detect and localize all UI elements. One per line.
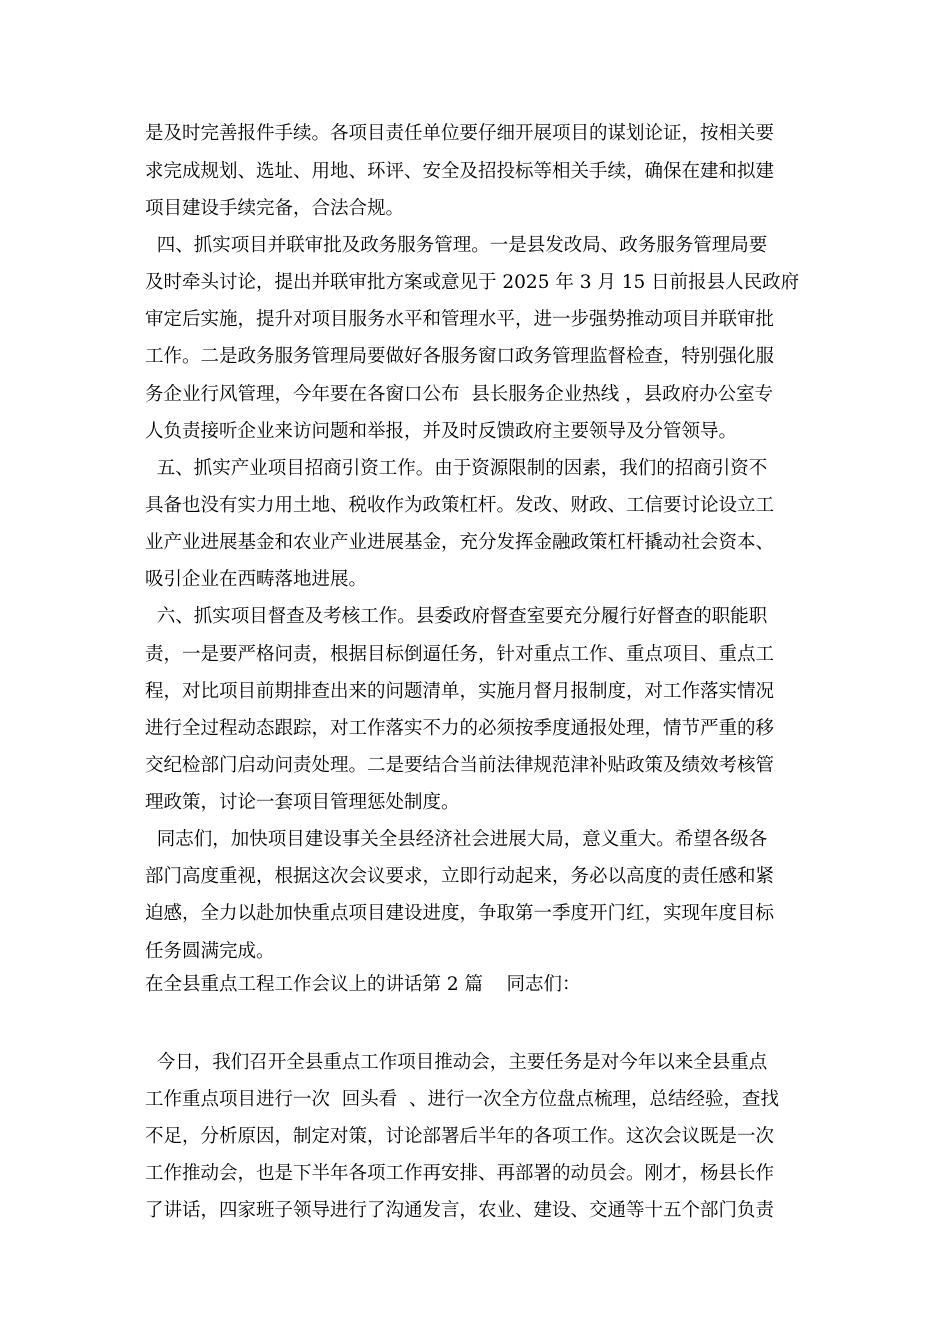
- text-line: 任务圆满完成。: [145, 941, 275, 962]
- text-line: 部门高度重视，根据这次会议要求，立即行动起来，务必以高度的责任感和紧: [145, 866, 775, 887]
- text-line: 人负责接听企业来访问题和举报，并及时反馈政府主要领导及分管领导。: [145, 421, 738, 442]
- text-line: 务企业行风管理，今年要在各窗口公布 县长服务企业热线 ，县政府办公室专: [145, 384, 774, 405]
- text-line: 项目建设手续完备，合法合规。: [145, 198, 405, 219]
- text-line: 今日，我们召开全县重点工作项目推动会，主要任务是对今年以来全县重点: [145, 1052, 768, 1073]
- section-heading: 在全县重点工程工作会议上的讲话第 2 篇 同志们：: [145, 974, 581, 995]
- text-line: 吸引企业在西畴落地进展。: [145, 569, 368, 590]
- text-line: 工作推动会，也是下半年各项工作再安排、再部署的动员会。刚才，杨县长作: [145, 1163, 775, 1184]
- text-line: 工作重点项目进行一次 回头看 、进行一次全方位盘点梳理，总结经验，查找: [145, 1089, 780, 1110]
- text-line: 六、抓实项目督查及考核工作。县委政府督查室要充分履行好督查的职能职: [145, 606, 768, 627]
- text-line: 业产业进展基金和农业产业进展基金，充分发挥金融政策杠杆撬动社会资本、: [145, 532, 775, 553]
- text-line: 五、抓实产业项目招商引资工作。由于资源限制的因素，我们的招商引资不: [145, 458, 768, 479]
- text-line: 责，一是要严格问责，根据目标倒逼任务，针对重点工作、重点项目、重点工: [145, 644, 775, 665]
- text-line: 不足，分析原因，制定对策，讨论部署后半年的各项工作。这次会议既是一次: [145, 1126, 775, 1147]
- text-line: 程，对比项目前期排查出来的问题清单，实施月督月报制度，对工作落实情况: [145, 681, 775, 702]
- text-line: 工作。二是政务服务管理局要做好各服务窗口政务管理监督检查，特别强化服: [145, 346, 775, 367]
- text-line: 求完成规划、选址、用地、环评、安全及招投标等相关手续，确保在建和拟建: [145, 161, 775, 182]
- text-line: 四、抓实项目并联审批及政务服务管理。一是县发改局、政务服务管理局要: [145, 235, 768, 256]
- text-line: 交纪检部门启动问责处理。二是要结合当前法律规范津补贴政策及绩效考核管: [145, 755, 775, 776]
- text-line: 审定后实施，提升对项目服务水平和管理水平，进一步强势推动项目并联审批: [145, 309, 775, 330]
- text-line: 具备也没有实力用土地、税收作为政策杠杆。发改、财政、工信要讨论设立工: [145, 495, 775, 516]
- text-line: 进行全过程动态跟踪，对工作落实不力的必须按季度通报处理，情节严重的移: [145, 718, 775, 739]
- text-line: 理政策，讨论一套项目管理惩处制度。: [145, 792, 460, 813]
- text-line: 同志们，加快项目建设事关全县经济社会进展大局，意义重大。希望各级各: [145, 829, 768, 850]
- text-line: 及时牵头讨论，提出并联审批方案或意见于 2025 年 3 月 15 日前报县人民政府: [145, 272, 800, 293]
- text-line: 了讲话，四家班子领导进行了沟通发言，农业、建设、交通等十五个部门负责: [145, 1200, 775, 1221]
- text-line: 迫感，全力以赴加快重点项目建设进度，争取第一季度开门红，实现年度目标: [145, 903, 775, 924]
- text-line: 是及时完善报件手续。各项目责任单位要仔细开展项目的谋划论证，按相关要: [145, 123, 775, 144]
